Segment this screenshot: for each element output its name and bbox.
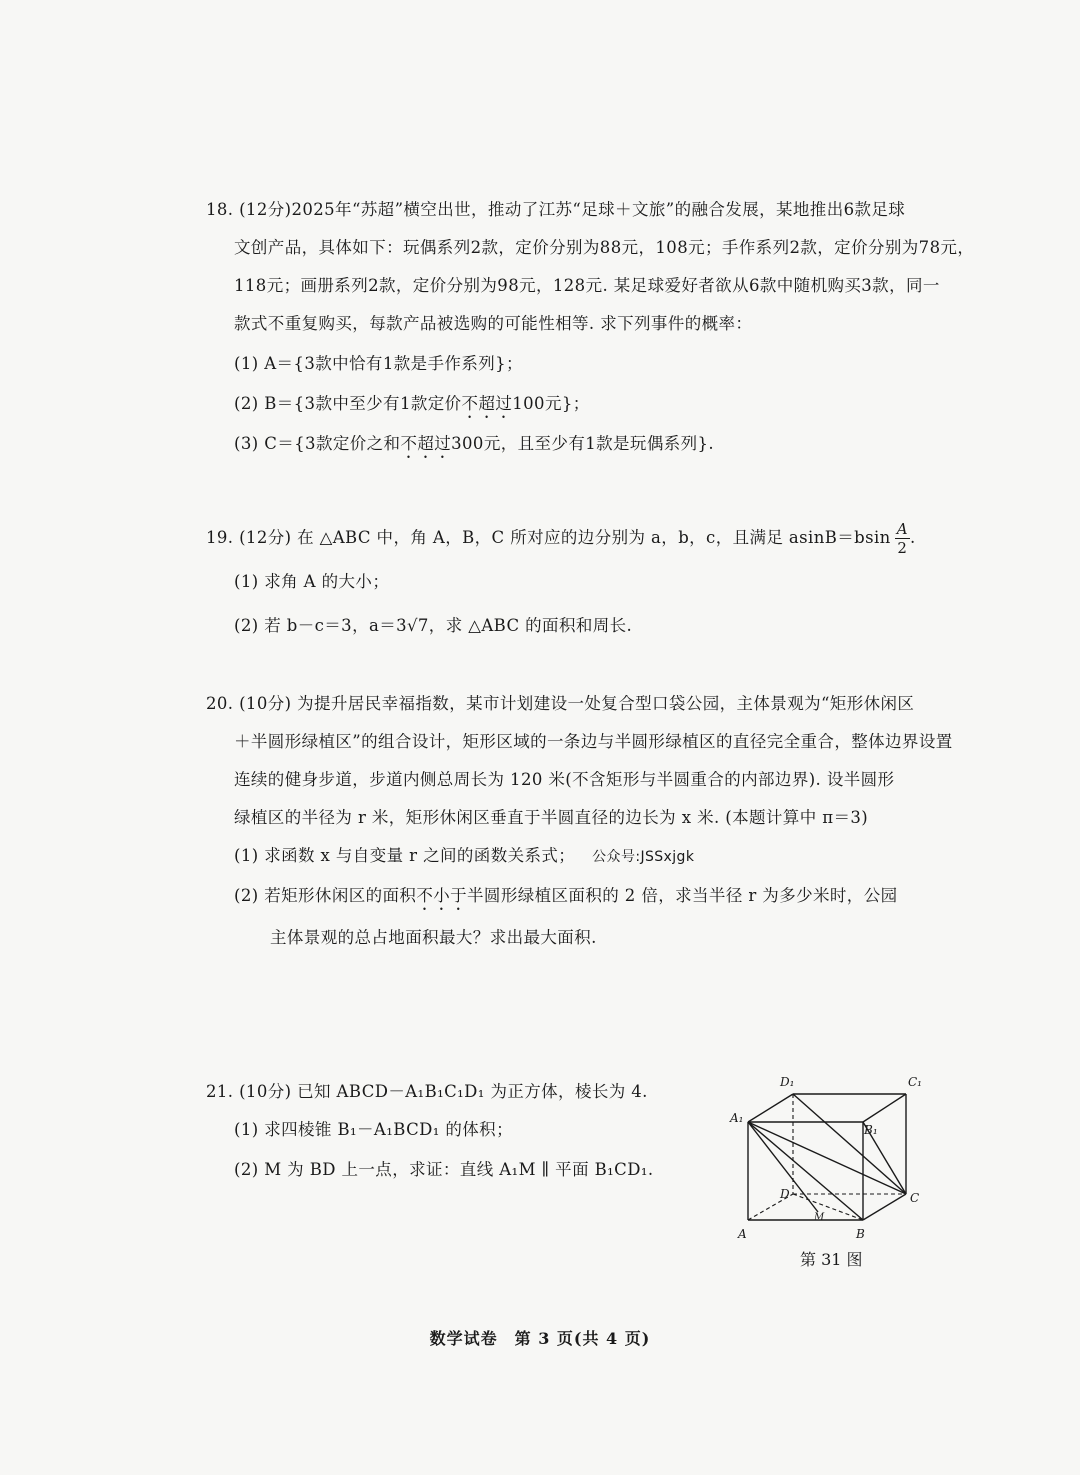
cube-figure — [728, 1072, 928, 1272]
label-b: B — [856, 1227, 865, 1241]
q18-sub-1: (1) A＝{3款中恰有1款是手作系列}； — [234, 354, 523, 373]
q20-sub-1: (1) 求函数 x 与自变量 r 之间的函数关系式； 公众号:JSSxjgk — [234, 846, 695, 865]
q20-line-2: ＋半圆形绿植区”的组合设计，矩形区域的一条边与半圆形绿植区的直径完全重合，整体边界设置 — [234, 732, 953, 751]
q18-sub-3: (3) C＝{3款定价之和不超过300元，且至少有1款是玩偶系列}. — [234, 434, 715, 453]
q20-sub-2: (2) 若矩形休闲区的面积不小于半圆形绿植区面积的 2 倍，求当半径 r 为多少米时，公园 — [234, 886, 898, 905]
diag-a1-b — [748, 1122, 863, 1220]
q20-sub-2-cont: 主体景观的总占地面积最大？求出最大面积. — [270, 928, 597, 947]
edge-b1-c1 — [863, 1094, 906, 1122]
label-c1: C₁ — [908, 1075, 922, 1089]
label-d: D — [780, 1187, 790, 1201]
label-a1: A₁ — [730, 1111, 744, 1125]
q18-line-2: 文创产品，具体如下：玩偶系列2款，定价分别为88元，108元；手作系列2款，定价分别为78元， — [234, 238, 975, 257]
label-c: C — [910, 1191, 920, 1205]
q18-line-4: 款式不重复购买，每款产品被选购的可能性相等. 求下列事件的概率： — [234, 314, 753, 333]
edge-a1-d1 — [748, 1094, 793, 1122]
diag-d1-c — [793, 1094, 906, 1194]
q19-sub-2: (2) 若 b－c＝3，a＝3√7，求 △ABC 的面积和周长. — [234, 616, 633, 635]
edge-b-c — [863, 1194, 906, 1220]
q18-line-1: 18. (12分)2025年“苏超”横空出世，推动了江苏“足球＋文旅”的融合发展，某地推出6款足球 — [206, 200, 906, 219]
label-b1: B₁ — [864, 1123, 878, 1137]
q20-line-1: 20. (10分) 为提升居民幸福指数，某市计划建设一处复合型口袋公园，主体景观为“矩形休闲区 — [206, 694, 915, 713]
label-d1: D₁ — [780, 1075, 795, 1089]
label-a: A — [738, 1227, 747, 1241]
fraction-a-over-2: $\frac{A}{2}$ — [896, 520, 908, 557]
q19-line-1: 19. (12分) 在 △ABC 中，角 A，B，C 所对应的边分别为 a，b，c，且满足 asinB＝bsin $\frac{A}{2}$ . — [206, 520, 916, 557]
diag-a1-c — [748, 1122, 906, 1194]
q20-line-4: 绿植区的半径为 r 米，矩形休闲区垂直于半圆直径的边长为 x 米. (本题计算中 π＝3) — [234, 808, 869, 827]
q18-line-3: 118元；画册系列2款，定价分别为98元，128元. 某足球爱好者欲从6款中随机购买3款，同一 — [234, 276, 940, 295]
q18-sub-2: (2) B＝{3款中至少有1款定价不超过100元}； — [234, 394, 590, 413]
page-footer: 数学试卷 第 3 页(共 4 页) — [429, 1329, 651, 1348]
figure-caption: 第 31 图 — [800, 1250, 863, 1269]
watermark-note: 公众号:JSSxjgk — [592, 849, 695, 865]
q21-sub-2: (2) M 为 BD 上一点，求证：直线 A₁M ∥ 平面 B₁CD₁. — [234, 1160, 654, 1179]
q21-line-1: 21. (10分) 已知 ABCD－A₁B₁C₁D₁ 为正方体，棱长为 4. — [206, 1082, 648, 1101]
q20-line-3: 连续的健身步道，步道内侧总周长为 120 米(不含矩形与半圆重合的内部边界). 设半圆形 — [234, 770, 895, 789]
label-m: M — [814, 1212, 825, 1223]
hidden-diag-b-d — [793, 1194, 863, 1220]
q19-sub-1: (1) 求角 A 的大小； — [234, 572, 390, 591]
q21-sub-1: (1) 求四棱锥 B₁－A₁BCD₁ 的体积； — [234, 1120, 513, 1139]
